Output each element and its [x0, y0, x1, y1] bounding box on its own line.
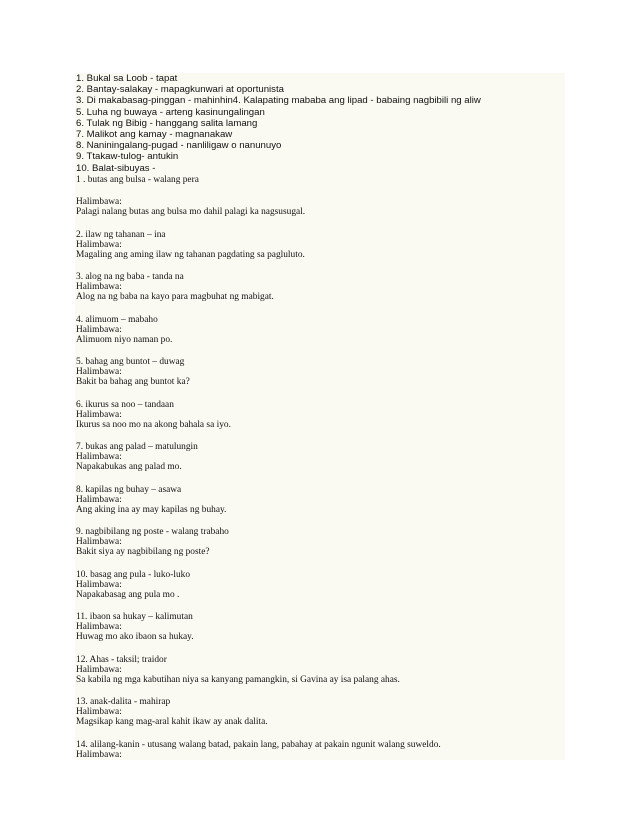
entry-title: 14. alilang-kanin - utusang walang batad, pakain lang, pabahay at pakain ngunit walang suweldo. — [76, 739, 441, 750]
list-item: 8. Naniningalang-pugad - nanliligaw o nanunuyo — [76, 140, 282, 152]
example-sentence: Alimuom niyo naman po. — [76, 334, 173, 345]
list-item: 5. Luha ng buwaya - arteng kasinungalingan — [76, 106, 265, 118]
idiom-examples — [75, 175, 565, 760]
list-item: 10. Balat-sibuyas - — [76, 162, 156, 174]
example-entry — [76, 230, 565, 260]
entry-title: 1 . butas ang bulsa - walang pera — [76, 174, 199, 185]
entry-title: 12. Ahas - taksil; traidor — [76, 654, 167, 665]
example-entry — [76, 197, 565, 217]
example-entry — [76, 442, 565, 472]
example-label: Halimbawa: — [76, 537, 122, 548]
example-sentence: Magsikap kang mag-aral kahit ikaw ay anak dalita. — [76, 717, 268, 728]
example-label: Halimbawa: — [76, 409, 122, 420]
example-entry — [76, 740, 565, 760]
list-item: 6. Tulak ng Bibig - hanggang salita lamang — [76, 117, 258, 129]
entry-title: 8. kapilas ng buhay – asawa — [76, 484, 182, 495]
entry-title: 13. anak-dalita - mahirap — [76, 697, 171, 708]
example-label: Halimbawa: — [76, 707, 122, 718]
example-label: Halimbawa: — [76, 239, 122, 250]
entry-title: 2. ilaw ng tahanan – ina — [76, 229, 166, 240]
list-item: 3. Di makabasag-pinggan - mahinhin4. Kalapating mababa ang lipad - babaing nagbibili ng aliw — [76, 95, 481, 107]
entry-title: 6. ikurus sa noo – tandaan — [76, 399, 174, 410]
example-entry — [76, 357, 565, 387]
example-entry — [76, 315, 565, 345]
example-entry — [76, 400, 565, 430]
entry-title: 3. alog na ng baba - tanda na — [76, 272, 184, 283]
example-sentence: Huwag mo ako ibaon sa hukay. — [76, 632, 194, 643]
example-sentence: Bakit ba bahag ang buntot ka? — [76, 377, 190, 388]
example-label: Halimbawa: — [76, 282, 122, 293]
example-entry — [76, 485, 565, 515]
example-sentence: Palagi nalang butas ang bulsa mo dahil palagi ka nagsusugal. — [76, 207, 306, 218]
example-sentence: Napakabukas ang palad mo. — [76, 462, 182, 473]
example-entry — [76, 697, 565, 727]
example-label: Halimbawa: — [76, 452, 122, 463]
list-item: 7. Malikot ang kamay - magnanakaw — [76, 128, 233, 140]
example-label: Halimbawa: — [76, 494, 122, 505]
example-label: Halimbawa: — [76, 197, 122, 208]
example-label: Halimbawa: — [76, 622, 122, 633]
list-item: 1. Bukal sa Loob - tapat — [76, 73, 178, 84]
example-entry — [76, 612, 565, 642]
example-sentence: Magaling ang aming ilaw ng tahanan pagdating sa pagluluto. — [76, 249, 305, 260]
example-label: Halimbawa: — [76, 579, 122, 590]
example-sentence: Sa kabila ng mga kabutihan niya sa kanyang pamangkin, si Gavina ay isa palang ahas. — [76, 674, 400, 685]
example-entry — [76, 272, 565, 302]
entry-title: 5. bahag ang buntot – duwag — [76, 357, 185, 368]
example-sentence: Bakit siya ay nagbibilang ng poste? — [76, 547, 210, 558]
entry-title: 7. bukas ang palad – matulungin — [76, 442, 198, 453]
entry-title: 10. basag ang pula - luko-luko — [76, 569, 191, 580]
example-sentence: Napakabasag ang pula mo . — [76, 589, 180, 600]
example-label: Halimbawa: — [76, 749, 122, 760]
list-item: 9. Ttakaw-tulog- antukin — [76, 151, 179, 163]
entry-title: 11. ibaon sa hukay – kalimutan — [76, 612, 193, 623]
example-entry — [76, 570, 565, 600]
example-sentence: Ang aking ina ay may kapilas ng buhay. — [76, 504, 227, 515]
example-sentence: Alog na ng baba na kayo para magbuhat ng mabigat. — [76, 292, 274, 303]
example-entry — [76, 527, 565, 557]
example-entry — [76, 655, 565, 685]
idiom-list — [75, 73, 565, 174]
list-item: 2. Bantay-salakay - mapagkunwari at oportunista — [76, 84, 284, 96]
example-label: Halimbawa: — [76, 324, 122, 335]
example-label: Halimbawa: — [76, 367, 122, 378]
entry-title: 4. alimuom – mabaho — [76, 314, 158, 325]
entry-title: 9. nagbibilang ng poste - walang trabaho — [76, 527, 229, 538]
document-body — [75, 73, 565, 760]
example-label: Halimbawa: — [76, 664, 122, 675]
example-sentence: Ikurus sa noo mo na akong bahala sa iyo. — [76, 419, 231, 430]
